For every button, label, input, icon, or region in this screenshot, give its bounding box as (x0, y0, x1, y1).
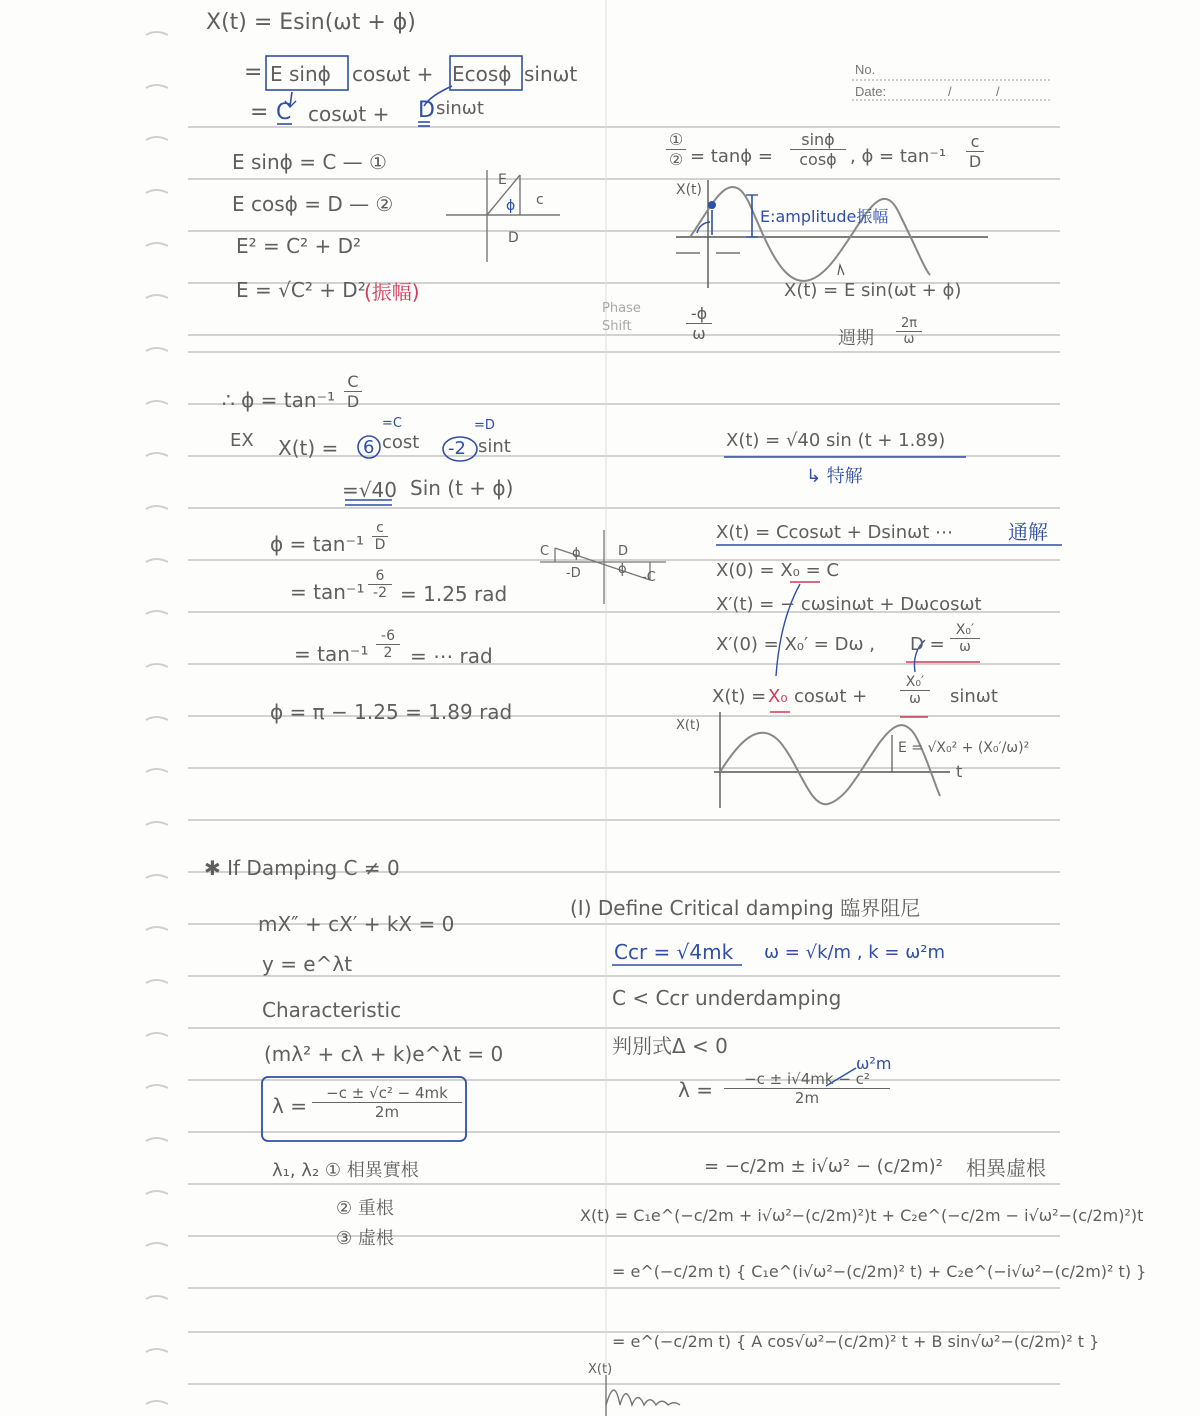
graph2-axis-label: X(t) (676, 718, 701, 733)
tri-c: c (536, 192, 544, 208)
phi-step2: = tan⁻¹ (290, 580, 365, 604)
phi-step2-b: = 1.25 rad (400, 582, 508, 606)
damping-lambda-frac (312, 1084, 462, 1121)
ex-eq-m2: -2 (448, 438, 466, 459)
critical-ccr: Ccr = √4mk (614, 940, 734, 964)
critical-omega: ω = √k/m , k = ω²m (764, 942, 946, 963)
ratio-cd (966, 132, 984, 171)
ex-eq-cos: cost (382, 432, 420, 453)
binder-holes (146, 32, 168, 1404)
critical-w2m: ω²m (856, 1054, 892, 1073)
eq-line2d: Ecosϕ (452, 62, 512, 86)
quad-c: C (540, 544, 550, 559)
date-sep-2: / (996, 84, 1000, 99)
xt-final-frac (900, 674, 930, 707)
damping-characteristic: Characteristic (262, 998, 402, 1022)
solution-2: = e^(−c/2m t) { C₁e^(i√ω²−(c/2m)² t) + C₂e^(−i√ω²−(c/2m)² t) } (612, 1262, 1147, 1281)
ratio-d: D (968, 152, 982, 171)
phi-def-frac (344, 372, 362, 411)
roots-2: ② 重根 (336, 1198, 394, 1219)
critical-lambda2: = −c/2m ± i√ω² − (c/2m)² (704, 1156, 943, 1177)
general-label: 通解 (1008, 520, 1048, 544)
eq-line3d: D (418, 98, 435, 123)
quad-d: D (618, 544, 629, 559)
eq-e2: E² = C² + D² (236, 234, 361, 258)
tri-phi: ϕ (506, 198, 516, 214)
particular-label: ↳ 特解 (806, 466, 863, 487)
phi-def: ∴ ϕ = tan⁻¹ (222, 388, 336, 412)
graph1-equation: X(t) = E sin(ωt + ϕ) (784, 280, 962, 301)
ex-label: EX (230, 430, 254, 451)
ratio-num: ① (666, 130, 686, 150)
graph1-period-frac (896, 316, 922, 347)
date-sep-1: / (948, 84, 952, 99)
graph2-t: t (956, 762, 963, 781)
critical-lambda2-label: 相異虛根 (966, 1156, 1046, 1180)
critical-underdamping: C < Ccr underdamping (612, 986, 842, 1010)
tri-d: D (508, 230, 519, 246)
eq-esin: E sinϕ = C — ① (232, 150, 387, 174)
damping-eq: mX″ + cX′ + kX = 0 (258, 912, 455, 936)
phi-step2-d: -2 (373, 585, 387, 601)
ratio-phi: , ϕ = tan⁻¹ (850, 146, 947, 167)
ratio-cos: cosϕ (799, 150, 837, 169)
ex-root-b: Sin (t + ϕ) (410, 476, 514, 500)
phi-def-c: C (344, 372, 362, 392)
phi-step3: = tan⁻¹ (294, 642, 369, 666)
phi-step3-b: = ⋯ rad (410, 644, 493, 668)
general-solution: X(t) = Ccosωt + Dsinωt ⋯ (716, 522, 953, 543)
xp-eq: X′(t) = − cωsinωt + Dωcosωt (716, 594, 982, 615)
no-label: No. (855, 62, 876, 77)
date-label: Date: (855, 84, 887, 99)
roots-3: ③ 虛根 (336, 1228, 394, 1249)
graph1-period-num: 2π (896, 316, 922, 332)
sine-graph-1 (676, 180, 988, 288)
eq-line3e: sinωt (436, 98, 484, 119)
graph1-period-den: ω (903, 332, 915, 347)
phi-step1: ϕ = tan⁻¹ (270, 532, 365, 556)
eq-line2c: cosωt + (352, 62, 434, 86)
graph1-phase-den: ω (692, 324, 706, 343)
damping-lambda: λ = (272, 1094, 307, 1118)
critical-discriminant: 判別式Δ < 0 (612, 1034, 728, 1058)
xt-final-d: ω (909, 691, 921, 707)
quad-mc: -C (642, 570, 656, 585)
graph1-phase-shift: Phase Shift (602, 301, 641, 334)
xp0-eq: X′(0) = X₀′ = Dω , (716, 634, 875, 655)
ratio-mid: = tanϕ = (690, 146, 773, 167)
x0-eq: X(0) = X₀ = C (716, 560, 839, 581)
xt-final-n: X₀′ (900, 674, 930, 691)
ex-root: =√40 (342, 478, 397, 502)
critical-lambda-frac (724, 1070, 890, 1107)
phi-step3-frac (376, 628, 400, 661)
eq-line3b: C (276, 100, 292, 125)
critical-lambda-d: 2m (794, 1089, 820, 1107)
xt-final-a: X(t) = (712, 686, 767, 707)
roots-1: λ₁, λ₂ ① 相異實根 (272, 1160, 419, 1181)
graph1-axis-label: X(t) (676, 182, 703, 198)
eq-line2b: E sinϕ (270, 62, 331, 86)
xt-final-e: sinωt (950, 686, 998, 707)
phi-step1-frac (372, 520, 388, 553)
damped-graph (606, 1375, 680, 1416)
ex-eq-c: =C (382, 416, 402, 431)
xt-final-b: X₀ (768, 686, 788, 707)
phi-step1-d: D (374, 537, 386, 553)
quad-md: -D (566, 566, 581, 581)
d-def-n: X₀′ (950, 622, 980, 639)
particular-solution: X(t) = √40 sin (t + 1.89) (726, 430, 946, 451)
ratio-sincos (790, 130, 846, 169)
damping-title: ✱ If Damping C ≠ 0 (204, 856, 400, 880)
d-def: D = (910, 634, 945, 655)
ratio-frac (666, 130, 686, 169)
eq-line3c: cosωt + (308, 102, 390, 126)
eq-line1: X(t) = Esin(ωt + ϕ) (206, 10, 416, 35)
eq-ecos: E cosϕ = D — ② (232, 192, 394, 216)
eq-line3a: = (250, 100, 269, 125)
solution-3: = e^(−c/2m t) { A cos√ω²−(c/2m)² t + B sin√ω²−(c/2m)² t } (612, 1332, 1100, 1351)
critical-lambda: λ = (678, 1078, 713, 1102)
ratio-den: ② (668, 150, 684, 169)
critical-title: (I) Define Critical damping 臨界阻尼 (570, 896, 921, 920)
ex-eq-a: X(t) = (278, 436, 339, 460)
critical-lambda-n: −c ± i√4mk − c² (724, 1070, 890, 1089)
eq-e-amp-label: (振幅) (364, 280, 420, 304)
xt-final-c: cosωt + (794, 686, 868, 707)
quad-phi2: ϕ (618, 562, 627, 577)
d-def-frac (950, 622, 980, 655)
quadrant-sketch (540, 530, 666, 604)
graph1-period-label: 週期 (838, 328, 874, 349)
phi-step3-d: 2 (383, 645, 393, 661)
damping-char-eq: (mλ² + cλ + k)e^λt = 0 (264, 1042, 504, 1066)
graph1-phase-num: -ϕ (686, 304, 712, 324)
damping-y: y = e^λt (262, 952, 353, 976)
solution-1: X(t) = C₁e^(−c/2m + i√ω²−(c/2m)²)t + C₂e^(−c/2m − i√ω²−(c/2m)²)t (580, 1206, 1144, 1225)
phi-step1-c: c (372, 520, 388, 537)
phi-def-d: D (346, 392, 360, 411)
phi-step3-n: -6 (376, 628, 400, 645)
phi-step2-frac (368, 568, 392, 601)
ratio-c: c (966, 132, 984, 152)
tri-e: E (498, 172, 507, 188)
quad-phi: ϕ (572, 546, 581, 561)
graph3-axis-label: X(t) (588, 1362, 613, 1377)
eq-e-amp: E = √C² + D² (236, 278, 366, 302)
graph2-e: E = √X₀² + (X₀′/ω)² (898, 740, 1030, 756)
damping-lambda-d: 2m (374, 1103, 400, 1121)
ex-eq-d: =D (474, 418, 495, 433)
phi-step2-n: 6 (368, 568, 392, 585)
graph1-amplitude: E:amplitude振幅 (760, 207, 889, 226)
ratio-sin: sinϕ (790, 130, 846, 150)
eq-line2e: sinωt (524, 62, 578, 86)
ex-eq-6: 6 (363, 437, 375, 458)
graph1-phase-frac (686, 304, 712, 343)
ex-eq-sin: sint (478, 436, 511, 457)
phi-step4: ϕ = π − 1.25 = 1.89 rad (270, 700, 513, 724)
sine-graph-2 (714, 712, 950, 808)
damping-lambda-n: −c ± √c² − 4mk (312, 1084, 462, 1103)
eq-line2a: = (244, 60, 263, 85)
d-def-d: ω (959, 639, 971, 655)
